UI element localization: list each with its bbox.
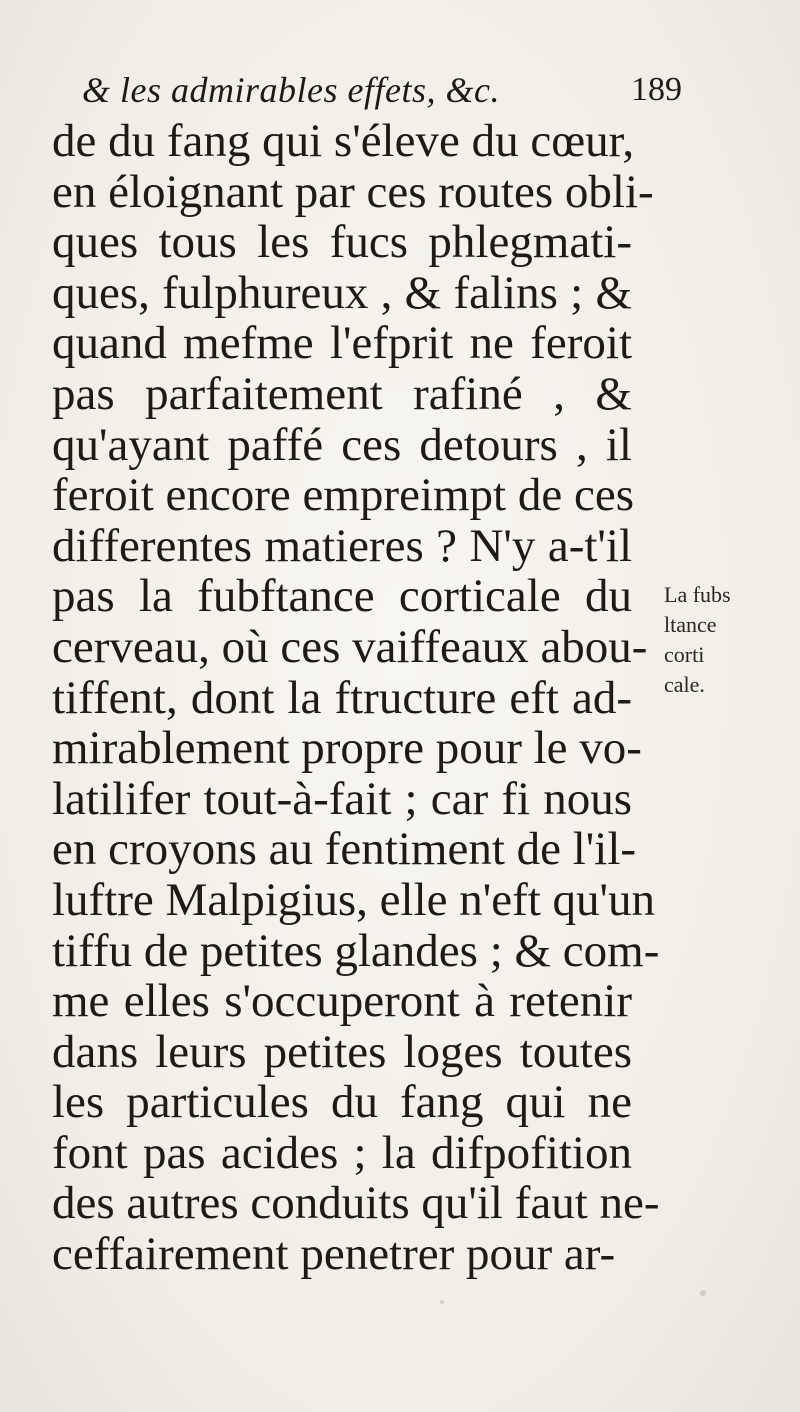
text-line: les particules du fang qui ne <box>52 1076 632 1129</box>
text-line: de du fang qui s'éleve du cœur, <box>52 115 635 167</box>
text-line: latilifer tout-à-fait ; car fi nous <box>52 772 632 825</box>
page-number: 189 <box>631 71 682 108</box>
text-line: en croyons au fentiment de l'il- <box>52 823 637 876</box>
margin-note-line: La fubs <box>664 582 731 607</box>
text-line: font pas acides ; la difpofition <box>52 1126 632 1179</box>
paper-spot <box>700 1290 706 1296</box>
margin-note-line: ltance <box>664 612 717 637</box>
text-line: cerveau, où ces vaiffeaux abou- <box>52 620 648 673</box>
text-line: quand mefme l'efprit ne feroit <box>52 317 632 370</box>
text-line: dans leurs petites loges toutes <box>52 1025 632 1078</box>
text-line: feroit encore empreimpt de ces <box>52 469 634 522</box>
text-line: luftre Malpigius, elle n'eft qu'un <box>52 873 655 926</box>
page-header <box>82 62 682 118</box>
text-line: ques tous les fucs phlegmati- <box>52 216 632 269</box>
text-line: ques, fulphureux , & falins ; & <box>52 266 632 319</box>
text-line: en éloignant par ces routes obli- <box>52 165 654 218</box>
margin-note <box>664 580 784 700</box>
text-line: qu'ayant paffé ces detours , il <box>52 418 632 471</box>
margin-note-line: cale. <box>664 672 705 697</box>
text-line: ceffairement penetrer pour ar- <box>52 1228 616 1281</box>
text-line: tiffent, dont la ftructure eft ad- <box>52 671 632 724</box>
body-text <box>52 115 660 1281</box>
text-line: tiffu de petites glandes ; & com- <box>52 924 660 977</box>
text-line: mirablement propre pour le vo- <box>52 722 642 775</box>
paper-spot <box>440 1300 444 1304</box>
text-line: differentes matieres ? N'y a-t'il <box>52 519 632 572</box>
text-line: pas la fubftance corticale du <box>52 570 632 623</box>
margin-note-line: corti <box>664 642 705 667</box>
text-line: des autres conduits qu'il faut ne- <box>52 1177 660 1230</box>
running-head: & les admirables effets, &c. <box>82 70 500 110</box>
text-line: pas parfaitement rafiné , & <box>52 367 632 420</box>
text-line: me elles s'occuperont à retenir <box>52 975 632 1028</box>
